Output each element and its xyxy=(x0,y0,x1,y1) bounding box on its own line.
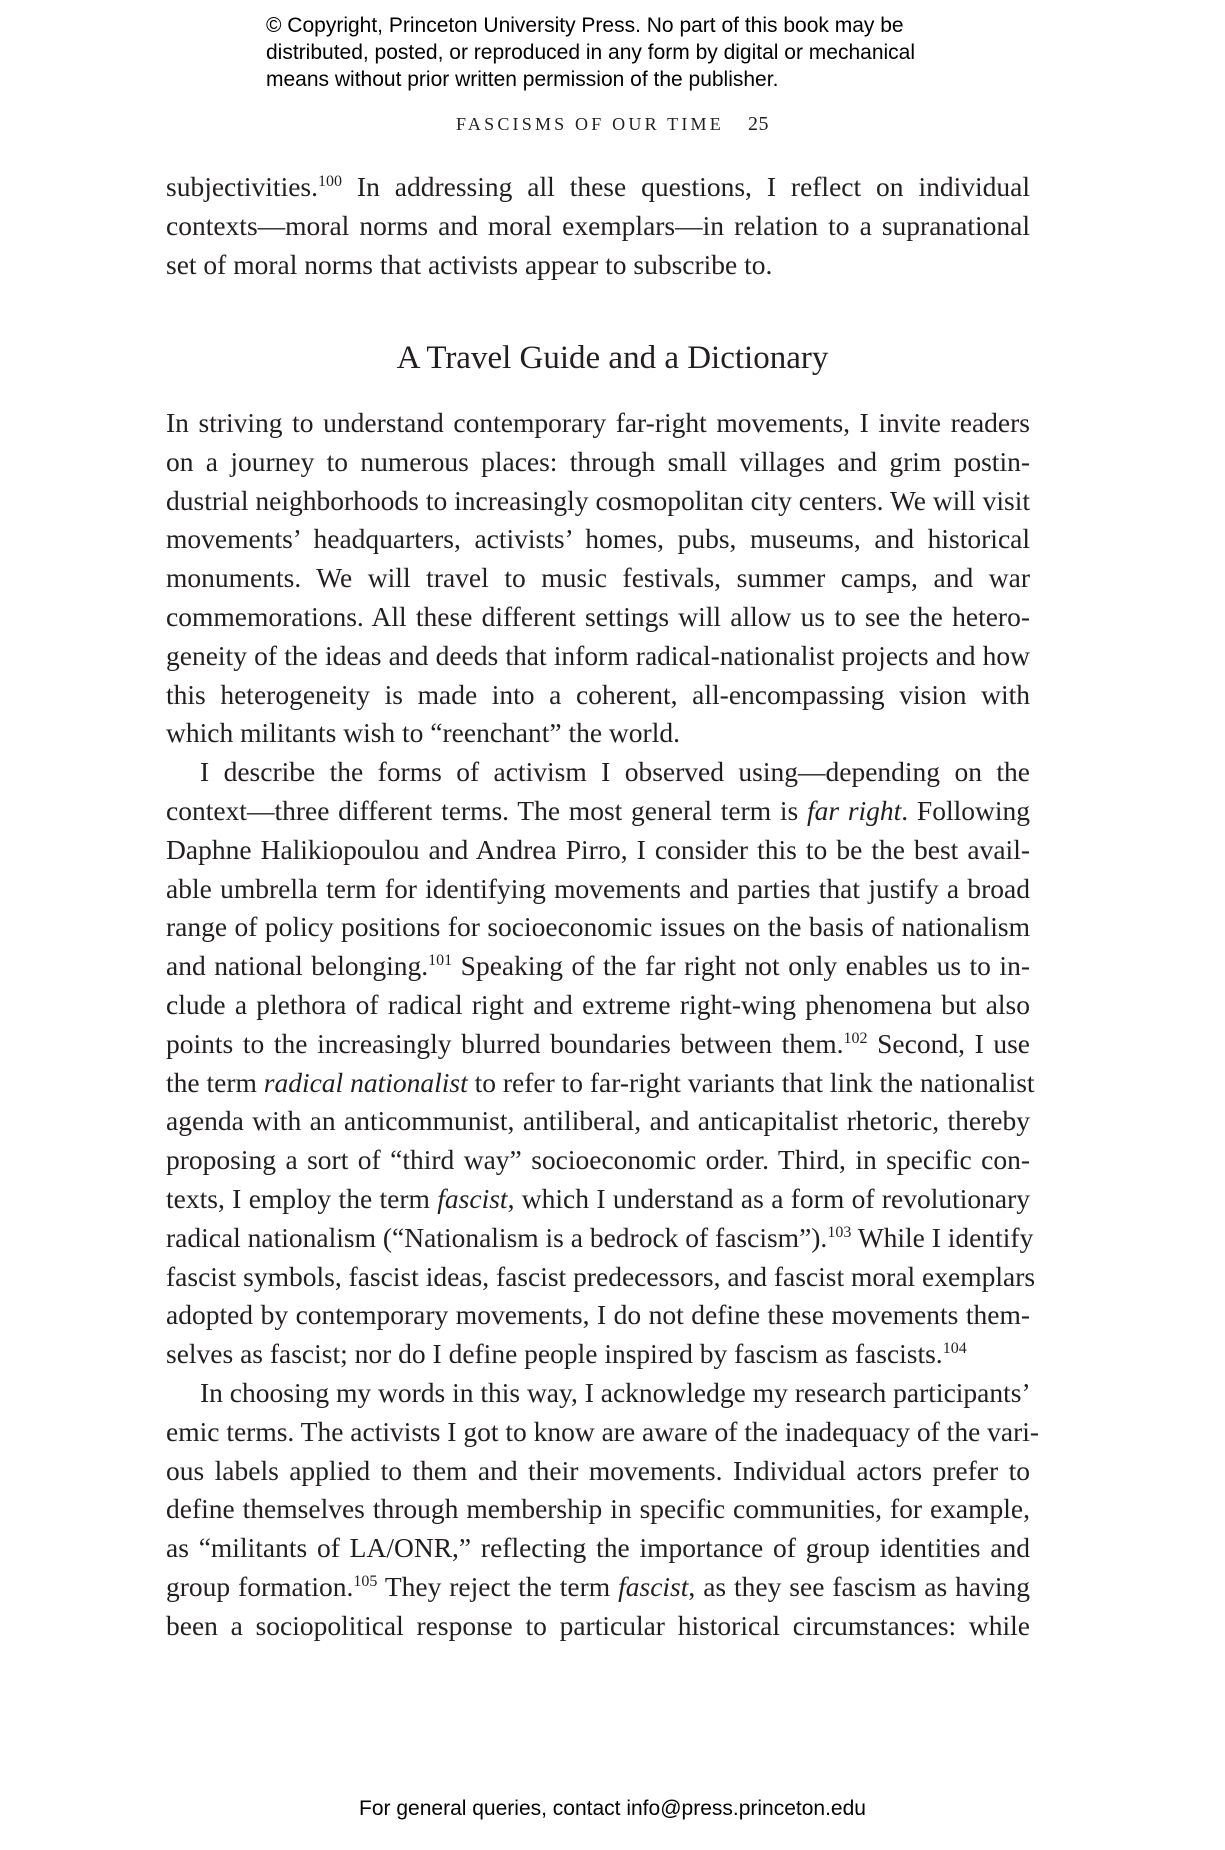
footnote-ref: 104 xyxy=(942,1339,967,1357)
text-line: proposing a sort of “third way” socioeconomic order. Third, in specific con- xyxy=(166,1144,1030,1176)
text-run: While I identify xyxy=(851,1221,1034,1253)
text-run: group formation. xyxy=(166,1570,354,1602)
copyright-line: distributed, posted, or reproduced in any form by digital or mechanical xyxy=(266,41,916,64)
italic-term: radical nationalist xyxy=(263,1066,468,1098)
text-line xyxy=(166,1568,1030,1607)
text-line: monuments. We will travel to music festivals, summer camps, and war xyxy=(166,562,1030,594)
text-run: texts, I employ the term xyxy=(166,1182,438,1214)
section-heading: A Travel Guide and a Dictionary xyxy=(396,340,829,376)
text-line: which militants wish to “reenchant” the world. xyxy=(166,717,680,749)
footnote-ref: 105 xyxy=(353,1572,378,1590)
text-line: fascist symbols, fascist ideas, fascist predecessors, and fascist moral exemplars xyxy=(166,1260,1036,1292)
running-head-title: FASCISMS OF OUR TIME xyxy=(456,114,724,134)
opening-paragraph xyxy=(166,168,1030,284)
running-head xyxy=(0,113,1225,136)
text-run: subjectivities. xyxy=(166,171,318,202)
text-run: They reject the term xyxy=(377,1570,619,1602)
text-run: Second, I use xyxy=(867,1027,1030,1059)
text-line xyxy=(166,792,1030,831)
text-line: In choosing my words in this way, I acknowledge my research participants’ xyxy=(200,1376,1031,1408)
footnote-ref: 101 xyxy=(428,952,453,969)
text-run: , which I understand as a form of revolutionary xyxy=(507,1182,1031,1214)
text-line: been a sociopolitical response to particular historical circumstances: while xyxy=(166,1609,1030,1641)
text-line: on a journey to numerous places: through small villages and grim postin- xyxy=(166,445,1030,477)
text-run: . Following xyxy=(901,794,1031,826)
text-line: as “militants of LA/ONR,” reflecting the importance of group identities and xyxy=(166,1532,1030,1564)
text-line: ous labels applied to them and their movements. Individual actors prefer to xyxy=(166,1454,1030,1486)
text-run: , as they see fascism as having xyxy=(688,1570,1030,1602)
text-line xyxy=(166,1219,1034,1258)
text-run: to refer to far-right variants that link the nationalist xyxy=(467,1066,1035,1098)
text-line: emic terms. The activists I got to know are aware of the inadequacy of the vari- xyxy=(166,1415,1040,1447)
footnote-ref: 100 xyxy=(318,172,342,190)
footer-contact: For general queries, contact info@press.princeton.edu xyxy=(359,1797,866,1820)
body-paragraphs xyxy=(166,404,1040,1646)
text-line xyxy=(166,1335,1030,1374)
copyright-notice xyxy=(266,12,1026,93)
text-run: points to the increasingly blurred boundaries between them. xyxy=(166,1027,844,1059)
text-line: agenda with an anticommunist, antiliberal, and anticapitalist rhetoric, thereby xyxy=(166,1105,1030,1137)
text-run: Speaking of the far right not only enables us to in- xyxy=(452,950,1030,982)
text-line: commemorations. All these different settings will allow us to see the hetero- xyxy=(166,600,1030,632)
copyright-line: means without prior written permission of the publisher. xyxy=(266,68,779,91)
text-line: range of policy positions for socioeconomic issues on the basis of nationalism xyxy=(166,911,1030,943)
text-line: dustrial neighborhoods to increasingly cosmopolitan city centers. We will visit xyxy=(166,484,1030,516)
text-line xyxy=(166,168,1030,207)
footnote-ref: 102 xyxy=(843,1029,868,1047)
copyright-line: © Copyright, Princeton University Press. No part of this book may be xyxy=(266,14,904,37)
text-run: context—three different terms. The most general term is xyxy=(166,794,807,826)
text-line: Daphne Halikiopoulou and Andrea Pirro, I consider this to be the best avail- xyxy=(166,833,1030,865)
text-line xyxy=(166,1025,1030,1064)
text-line: movements’ headquarters, activists’ homes, pubs, museums, and historical xyxy=(166,523,1030,555)
text-run: radical nationalism (“Nationalism is a bedrock of fascism”). xyxy=(166,1221,828,1253)
text-line xyxy=(166,1064,1035,1103)
text-line: geneity of the ideas and deeds that inform radical-nationalist projects and how xyxy=(166,639,1030,671)
text-line: clude a plethora of radical right and extreme right-wing phenomena but also xyxy=(166,988,1030,1020)
text-line: this heterogeneity is made into a coherent, all-encompassing vision with xyxy=(166,678,1030,710)
text-line: set of moral norms that activists appear to subscribe to. xyxy=(166,248,773,280)
text-line xyxy=(166,1180,1030,1219)
text-line: I describe the forms of activism I observed using—depending on the xyxy=(200,756,1030,788)
text-line xyxy=(166,947,1030,986)
footnote-ref: 103 xyxy=(827,1223,852,1241)
italic-term: fascist xyxy=(437,1182,508,1214)
text-run: In addressing all these questions, I reflect on individual xyxy=(342,171,1030,202)
text-line: able umbrella term for identifying movements and parties that justify a broad xyxy=(166,872,1030,904)
text-line: adopted by contemporary movements, I do not define these movements them- xyxy=(166,1299,1030,1331)
text-run: and national belonging. xyxy=(166,950,429,982)
text-run: the term xyxy=(166,1066,264,1098)
italic-term: far right xyxy=(806,794,902,826)
italic-term: fascist xyxy=(618,1570,689,1602)
text-run: selves as fascist; nor do I define people inspired by fascism as fascists. xyxy=(166,1338,943,1370)
text-line: In striving to understand contemporary far-right movements, I invite readers xyxy=(166,407,1030,438)
text-line: define themselves through membership in specific communities, for example, xyxy=(166,1493,1030,1525)
text-line: contexts—moral norms and moral exemplars—in relation to a supranational xyxy=(166,209,1030,241)
page-number: 25 xyxy=(747,113,769,135)
